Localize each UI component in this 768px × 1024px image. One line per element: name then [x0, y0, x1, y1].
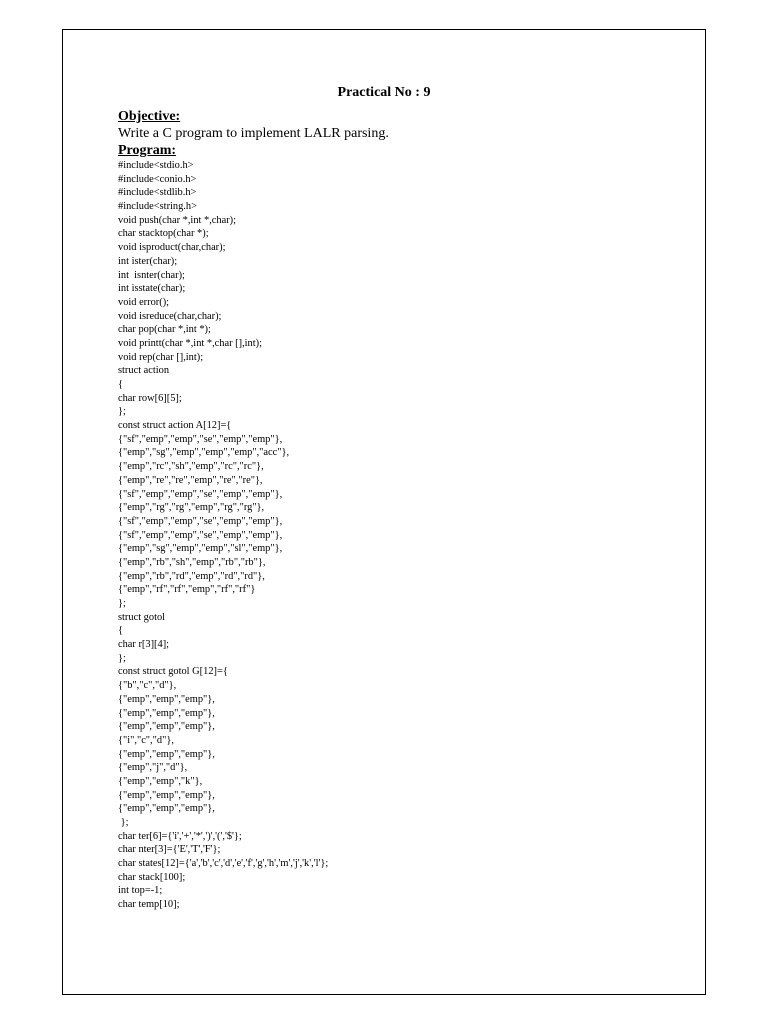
- code-line: {: [118, 379, 123, 390]
- code-line: #include<stdio.h>: [118, 160, 194, 171]
- code-line: char ter[6]={'i','+','*',')','(','$'};: [118, 830, 242, 842]
- code-line: char r[3][4];: [118, 639, 170, 651]
- code-line: {"emp","rc","sh","emp","rc","rc"},: [118, 461, 264, 473]
- code-line: {"emp","emp","emp"},: [118, 748, 215, 760]
- program-code: [118, 159, 678, 912]
- code-line: char pop(char *,int *);: [118, 324, 211, 336]
- code-line: };: [118, 817, 129, 828]
- code-line: char stack[100];: [118, 871, 186, 883]
- code-line: };: [118, 406, 126, 418]
- code-line: {"emp","sg","emp","emp","sl","emp"},: [118, 543, 283, 555]
- practical-title: Practical No : 9: [337, 85, 431, 100]
- code-line: const struct gotol G[12]={: [118, 666, 228, 678]
- code-line: char row[6][5];: [118, 392, 182, 404]
- code-line: {"emp","emp","emp"},: [118, 721, 215, 733]
- code-line: {"sf","emp","emp","se","emp","emp"},: [118, 515, 283, 527]
- code-line: {"sf","emp","emp","se","emp","emp"},: [118, 488, 283, 500]
- page-title: [0, 85, 768, 101]
- code-line: struct gotol: [118, 611, 166, 623]
- code-line: void rep(char [],int);: [118, 351, 204, 363]
- code-line: {"emp","rf","rf","emp","rf","rf"}: [118, 584, 256, 596]
- code-line: void isproduct(char,char);: [118, 242, 226, 254]
- code-line: #include<stdlib.h>: [118, 187, 197, 199]
- code-line: {"emp","rb","sh","emp","rb","rb"},: [118, 556, 266, 568]
- code-line: {"sf","emp","emp","se","emp","emp"},: [118, 433, 283, 445]
- code-line: void error();: [118, 296, 170, 308]
- code-line: {"emp","j","d"},: [118, 762, 188, 774]
- code-line: {"emp","rg","rg","emp","rg","rg"},: [118, 502, 265, 514]
- code-line: char stacktop(char *);: [118, 228, 209, 240]
- code-line: char states[12]={'a','b','c','d','e','f','g','h','m','j','k','l'};: [118, 858, 329, 870]
- code-line: void printt(char *,int *,char [],int);: [118, 337, 262, 349]
- code-line: int isstate(char);: [118, 283, 186, 295]
- code-line: {"emp","emp","emp"},: [118, 693, 215, 705]
- code-line: {"emp","rb","rd","emp","rd","rd"},: [118, 570, 265, 582]
- code-line: const struct action A[12]={: [118, 420, 232, 432]
- code-line: #include<conio.h>: [118, 173, 197, 185]
- code-line: char nter[3]={'E','T','F'};: [118, 844, 221, 856]
- code-line: char temp[10];: [118, 899, 180, 911]
- code-line: {"b","c","d"},: [118, 680, 177, 692]
- code-line: };: [118, 598, 126, 609]
- code-line: };: [118, 652, 126, 664]
- code-line: void push(char *,int *,char);: [118, 214, 237, 226]
- code-line: void isreduce(char,char);: [118, 310, 222, 322]
- document-body: [118, 108, 678, 912]
- code-line: #include<string.h>: [118, 201, 197, 213]
- code-line: int ister(char);: [118, 255, 178, 267]
- code-line: {"emp","emp","k"},: [118, 775, 203, 787]
- program-heading: Program:: [118, 143, 177, 158]
- code-line: int isnter(char);: [118, 269, 185, 281]
- code-line: {"i","c","d"},: [118, 734, 174, 746]
- code-line: struct action: [118, 365, 170, 377]
- code-line: {"emp","re","re","emp","re","re"},: [118, 474, 263, 486]
- code-line: {"emp","sg","emp","emp","emp","acc"},: [118, 447, 290, 459]
- code-line: {"emp","emp","emp"},: [118, 707, 215, 719]
- objective-text: Write a C program to implement LALR parsing.: [118, 126, 389, 141]
- code-line: {: [118, 625, 123, 637]
- code-line: int top=-1;: [118, 885, 163, 897]
- code-line: {"emp","emp","emp"},: [118, 789, 215, 801]
- objective-heading: Objective:: [118, 109, 181, 124]
- code-line: {"emp","emp","emp"},: [118, 803, 215, 815]
- code-line: {"sf","emp","emp","se","emp","emp"},: [118, 529, 283, 541]
